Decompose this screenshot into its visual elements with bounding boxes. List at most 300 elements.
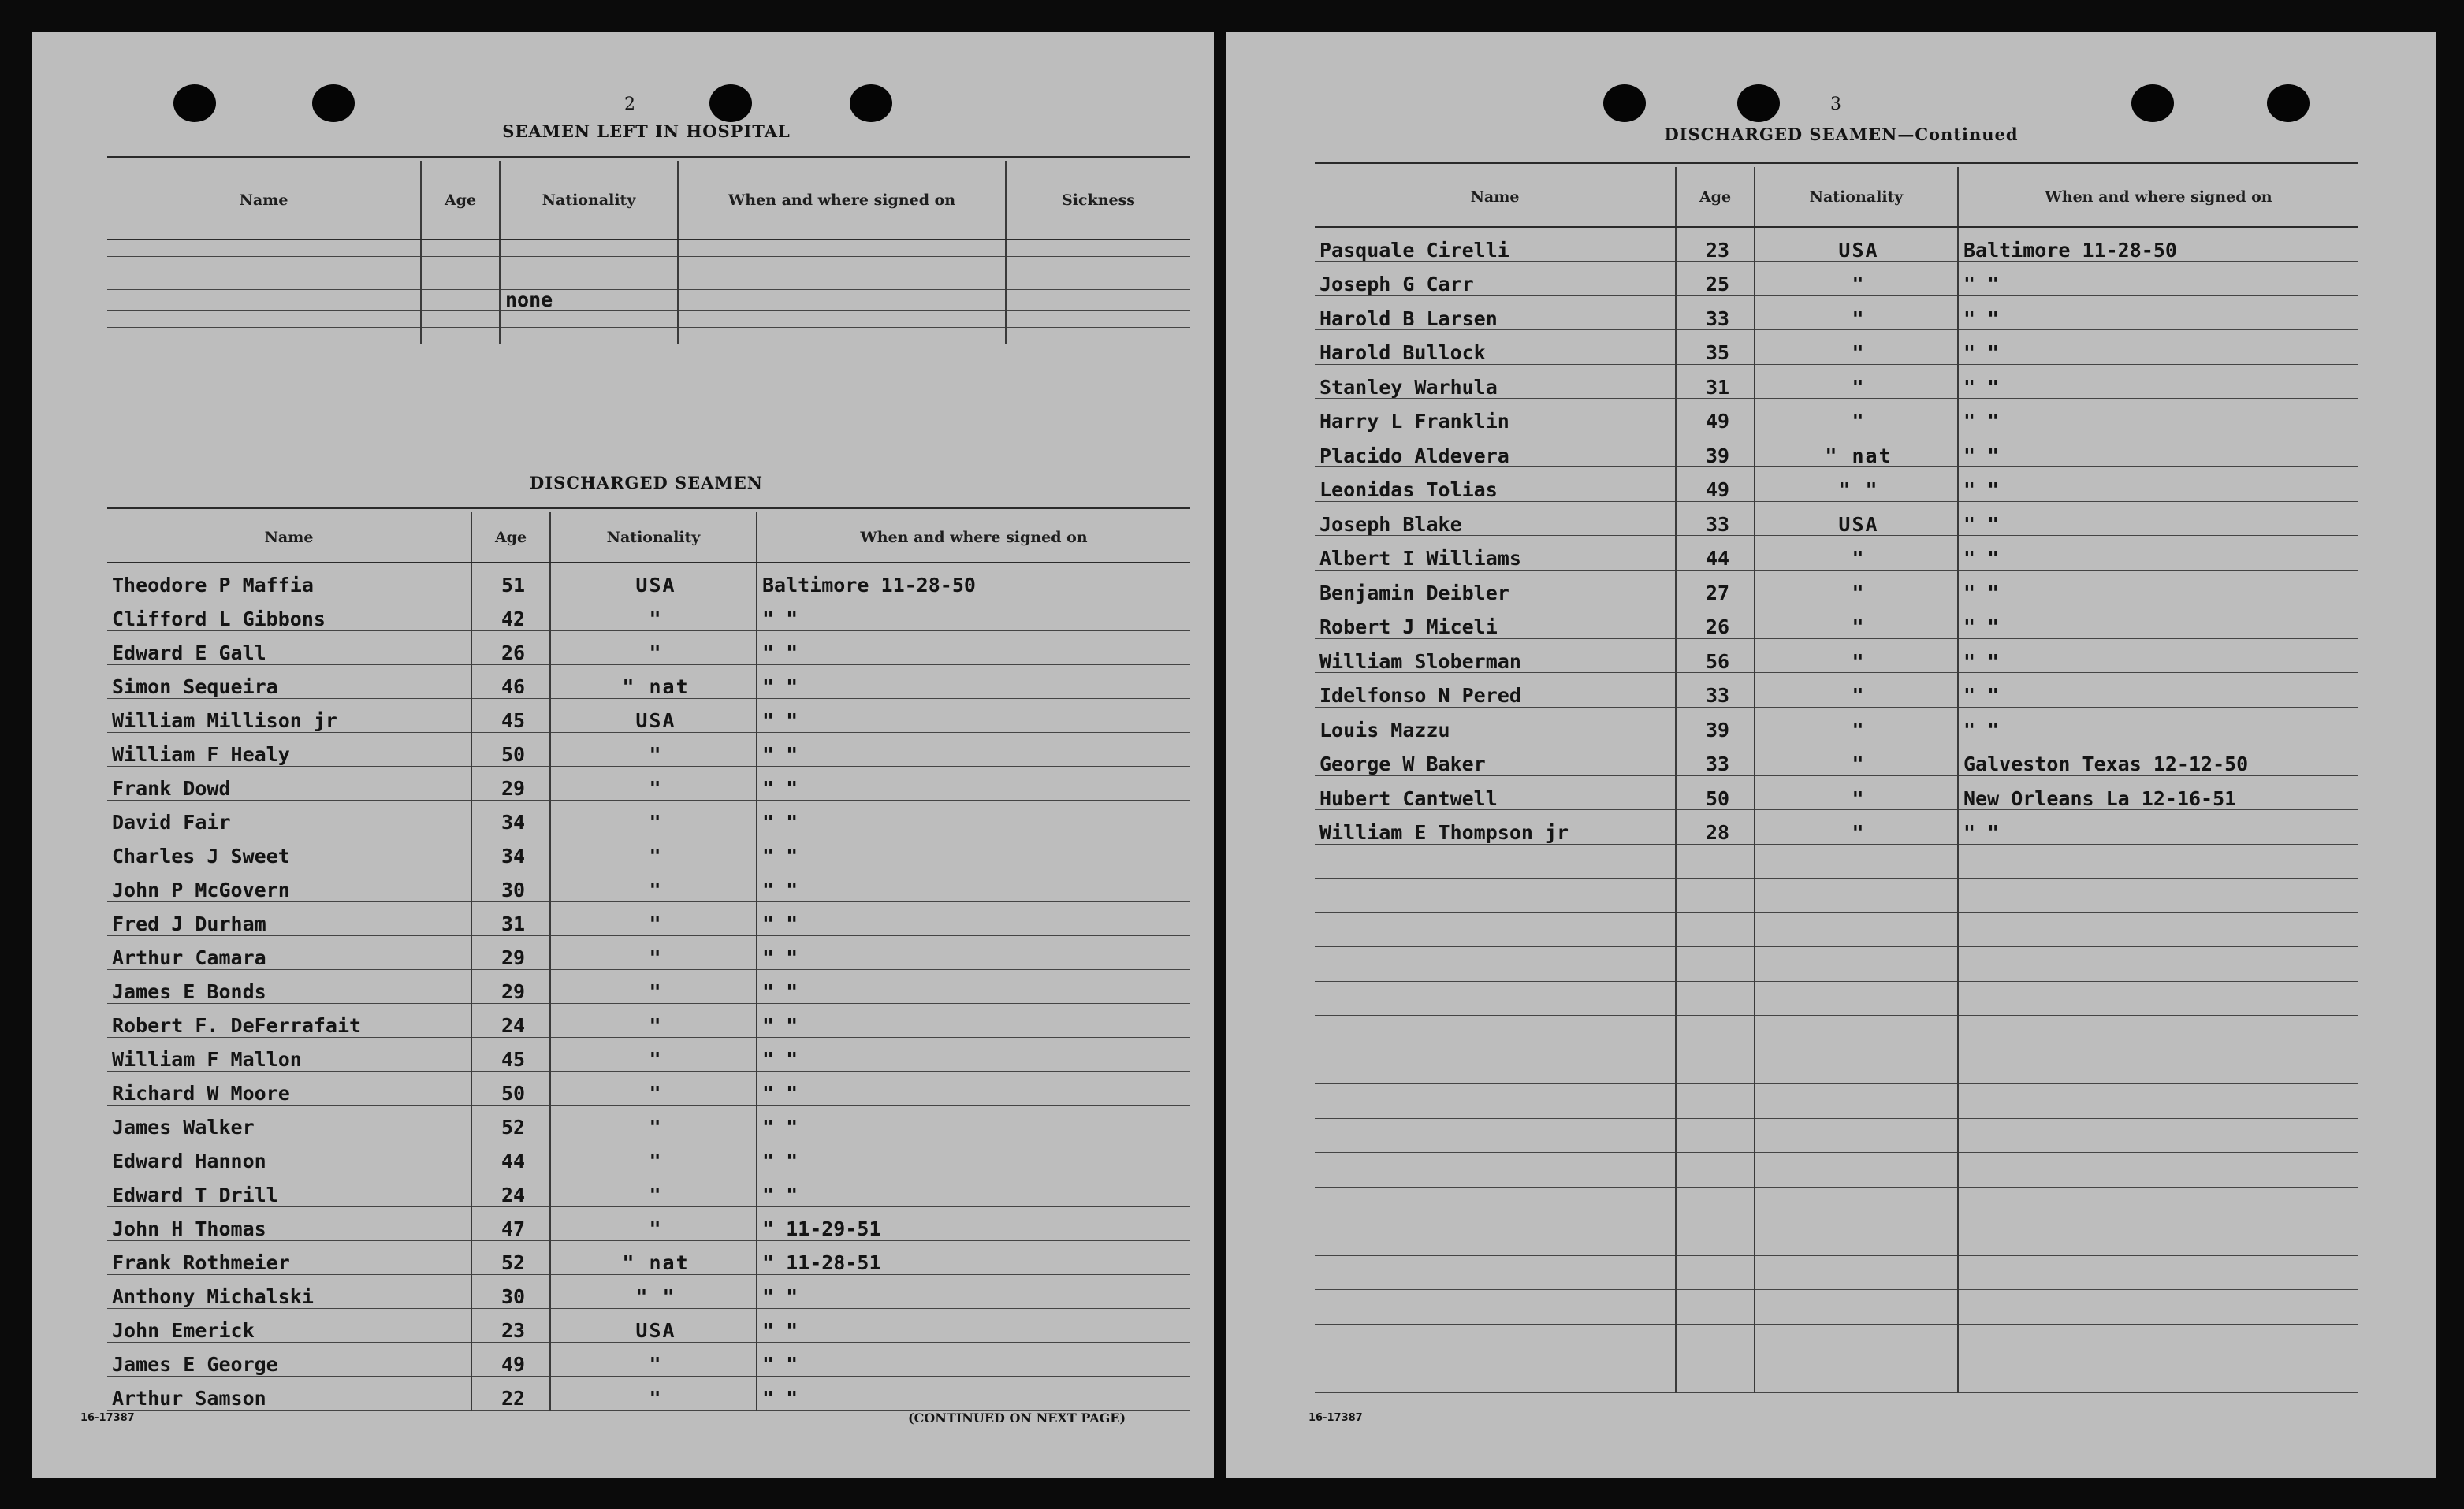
name-cell: Harry L Franklin xyxy=(1315,399,1676,433)
signed-on-cell: " " xyxy=(757,868,1190,901)
table-row xyxy=(1315,227,2358,262)
name-cell: Edward T Drill xyxy=(107,1173,471,1206)
name-cell xyxy=(1315,1050,1676,1084)
name-cell: Hubert Cantwell xyxy=(1315,775,1676,810)
nationality-cell xyxy=(1755,912,1958,947)
table-row xyxy=(107,834,1190,868)
nationality-cell: " xyxy=(550,766,757,800)
nationality-cell: " xyxy=(1755,330,1958,365)
name-cell xyxy=(1315,1324,1676,1358)
age-cell xyxy=(421,289,500,310)
nationality-cell: " xyxy=(1755,364,1958,399)
nationality-cell: " xyxy=(550,1139,757,1173)
table-row xyxy=(107,664,1190,698)
age-cell xyxy=(421,310,500,327)
signed-on-cell xyxy=(1958,1153,2358,1188)
age-cell: 24 xyxy=(471,1003,550,1037)
signed-on-cell: " " xyxy=(1958,330,2358,365)
age-cell: 50 xyxy=(1676,775,1755,810)
nationality-cell: " xyxy=(1755,673,1958,708)
discharged-continued-table xyxy=(1315,167,2358,1393)
nationality-cell: USA xyxy=(1755,227,1958,262)
signed-on-cell: " " xyxy=(1958,262,2358,296)
signed-on-cell: " " xyxy=(1958,604,2358,639)
signed-on-cell: " " xyxy=(757,800,1190,834)
nationality-cell xyxy=(1755,981,1958,1016)
nationality-cell: " xyxy=(550,935,757,969)
table-row xyxy=(107,698,1190,732)
signed-on-cell xyxy=(1958,1016,2358,1050)
signed-on-cell: " " xyxy=(757,664,1190,698)
table-row xyxy=(107,935,1190,969)
table-row xyxy=(107,1206,1190,1240)
age-cell: 50 xyxy=(471,1071,550,1105)
blank-row xyxy=(1315,1255,2358,1290)
age-cell: 35 xyxy=(1676,330,1755,365)
nationality-cell: " " xyxy=(1755,467,1958,502)
age-cell xyxy=(1676,1187,1755,1221)
signed-on-cell: " " xyxy=(1958,467,2358,502)
nationality-cell xyxy=(500,273,678,289)
sickness-cell xyxy=(1006,273,1190,289)
signed-on-cell: " " xyxy=(757,1037,1190,1071)
name-cell xyxy=(1315,981,1676,1016)
nationality-cell xyxy=(500,240,678,256)
blank-row xyxy=(1315,1221,2358,1256)
age-cell: 22 xyxy=(471,1376,550,1410)
name-cell: Stanley Warhula xyxy=(1315,364,1676,399)
table-row xyxy=(107,597,1190,630)
signed-on-cell xyxy=(1958,1358,2358,1393)
nationality-cell: USA xyxy=(550,698,757,732)
name-cell: John H Thomas xyxy=(107,1206,471,1240)
table-row xyxy=(107,1173,1190,1206)
name-cell xyxy=(1315,1153,1676,1188)
nationality-cell xyxy=(1755,879,1958,913)
table-row xyxy=(1315,810,2358,845)
signed-on-cell: " " xyxy=(757,732,1190,766)
table-row xyxy=(107,1105,1190,1139)
nationality-cell xyxy=(500,310,678,327)
signed-on-cell: " " xyxy=(757,597,1190,630)
name-cell: Theodore P Maffia xyxy=(107,563,471,597)
age-cell: 47 xyxy=(471,1206,550,1240)
signed-on-cell: Baltimore 11-28-50 xyxy=(1958,227,2358,262)
blank-row xyxy=(1315,1050,2358,1084)
name-cell: William F Mallon xyxy=(107,1037,471,1071)
col-header-signed-on: When and where signed on xyxy=(678,161,1006,240)
age-cell xyxy=(1676,1050,1755,1084)
discharged-section-title: DISCHARGED SEAMEN xyxy=(530,473,763,492)
age-cell: 33 xyxy=(1676,501,1755,536)
nationality-cell: " nat xyxy=(550,664,757,698)
age-cell xyxy=(1676,879,1755,913)
blank-row xyxy=(1315,1084,2358,1119)
signed-on-cell xyxy=(1958,1050,2358,1084)
table-row xyxy=(1315,536,2358,571)
age-cell xyxy=(1676,844,1755,879)
signed-on-cell: " " xyxy=(757,698,1190,732)
punch-hole xyxy=(1737,84,1780,122)
age-cell: 45 xyxy=(471,698,550,732)
signed-on-cell xyxy=(1958,1255,2358,1290)
hospital-section-title: SEAMEN LEFT IN HOSPITAL xyxy=(502,121,791,141)
discharged-header-row xyxy=(107,512,1190,563)
table-row xyxy=(107,969,1190,1003)
signed-on-cell xyxy=(1958,981,2358,1016)
nationality-cell: " xyxy=(550,1003,757,1037)
hospital-header-row xyxy=(107,161,1190,240)
age-cell: 33 xyxy=(1676,295,1755,330)
signed-on-cell: " " xyxy=(1958,536,2358,571)
hospital-row xyxy=(107,273,1190,289)
age-cell: 42 xyxy=(471,597,550,630)
name-cell: Frank Rothmeier xyxy=(107,1240,471,1274)
table-row xyxy=(107,800,1190,834)
age-cell xyxy=(1676,1255,1755,1290)
punch-hole xyxy=(2131,84,2174,122)
age-cell xyxy=(421,327,500,344)
nationality-cell: " xyxy=(1755,810,1958,845)
table-row xyxy=(1315,295,2358,330)
age-cell xyxy=(421,256,500,273)
nationality-cell: " xyxy=(550,1037,757,1071)
nationality-cell xyxy=(1755,1290,1958,1325)
signed-on-cell xyxy=(1958,1118,2358,1153)
table-row xyxy=(1315,262,2358,296)
age-cell: 33 xyxy=(1676,741,1755,776)
name-cell xyxy=(107,289,421,310)
table-row xyxy=(107,732,1190,766)
name-cell: Richard W Moore xyxy=(107,1071,471,1105)
signed-on-cell xyxy=(1958,879,2358,913)
name-cell: Edward E Gall xyxy=(107,630,471,664)
sickness-cell xyxy=(1006,289,1190,310)
name-cell: George W Baker xyxy=(1315,741,1676,776)
name-cell xyxy=(1315,947,1676,982)
nationality-cell: " xyxy=(550,800,757,834)
nationality-cell: " xyxy=(1755,604,1958,639)
punch-hole xyxy=(850,84,892,122)
table-row xyxy=(1315,501,2358,536)
name-cell: Louis Mazzu xyxy=(1315,707,1676,741)
form-code: 16-17387 xyxy=(1308,1412,1363,1424)
nationality-cell: " xyxy=(1755,775,1958,810)
age-cell xyxy=(1676,981,1755,1016)
age-cell: 23 xyxy=(471,1308,550,1342)
signed-on-cell: " 11-29-51 xyxy=(757,1206,1190,1240)
nationality-cell xyxy=(1755,1016,1958,1050)
nationality-cell: " xyxy=(550,1105,757,1139)
name-cell: Idelfonso N Pered xyxy=(1315,673,1676,708)
col-header-nationality: Nationality xyxy=(1755,167,1958,227)
nationality-cell xyxy=(1755,1084,1958,1119)
signed-on-cell: Baltimore 11-28-50 xyxy=(757,563,1190,597)
name-cell: Clifford L Gibbons xyxy=(107,597,471,630)
discharged-table xyxy=(107,512,1190,1411)
col-header-name: Name xyxy=(1315,167,1676,227)
blank-row xyxy=(1315,981,2358,1016)
table-row xyxy=(107,901,1190,935)
continued-note: (CONTINUED ON NEXT PAGE) xyxy=(908,1411,1126,1425)
age-cell xyxy=(1676,1290,1755,1325)
name-cell: Anthony Michalski xyxy=(107,1274,471,1308)
nationality-cell: USA xyxy=(550,563,757,597)
signed-on-cell xyxy=(678,310,1006,327)
age-cell: 26 xyxy=(471,630,550,664)
signed-on-cell: " " xyxy=(1958,364,2358,399)
nationality-cell: " xyxy=(550,1173,757,1206)
nationality-cell xyxy=(1755,1050,1958,1084)
sickness-cell xyxy=(1006,327,1190,344)
table-row xyxy=(1315,570,2358,604)
nationality-cell: " xyxy=(550,901,757,935)
blank-row xyxy=(1315,1016,2358,1050)
age-cell xyxy=(421,240,500,256)
name-cell: John P McGovern xyxy=(107,868,471,901)
age-cell: 29 xyxy=(471,935,550,969)
name-cell: James E George xyxy=(107,1342,471,1376)
sickness-cell xyxy=(1006,256,1190,273)
punch-hole xyxy=(1603,84,1646,122)
hospital-table xyxy=(107,161,1190,344)
col-header-age: Age xyxy=(421,161,500,240)
name-cell: Robert J Miceli xyxy=(1315,604,1676,639)
name-cell: Edward Hannon xyxy=(107,1139,471,1173)
name-cell xyxy=(1315,844,1676,879)
name-cell: Frank Dowd xyxy=(107,766,471,800)
age-cell xyxy=(421,273,500,289)
signed-on-cell: " " xyxy=(757,1274,1190,1308)
age-cell: 44 xyxy=(1676,536,1755,571)
page-number: 2 xyxy=(624,95,635,114)
top-rule xyxy=(1315,162,2358,164)
col-header-signed-on: When and where signed on xyxy=(1958,167,2358,227)
nationality-cell: " xyxy=(550,868,757,901)
age-cell: 34 xyxy=(471,800,550,834)
signed-on-cell: " " xyxy=(757,1071,1190,1105)
table-row xyxy=(107,1071,1190,1105)
hospital-row xyxy=(107,240,1190,256)
nationality-cell xyxy=(1755,1118,1958,1153)
age-cell: 34 xyxy=(471,834,550,868)
name-cell: William Millison jr xyxy=(107,698,471,732)
table-row xyxy=(1315,364,2358,399)
signed-on-cell: " " xyxy=(1958,638,2358,673)
nationality-cell xyxy=(1755,947,1958,982)
name-cell: Arthur Samson xyxy=(107,1376,471,1410)
sickness-cell xyxy=(1006,310,1190,327)
signed-on-cell xyxy=(1958,1221,2358,1256)
name-cell: William E Thompson jr xyxy=(1315,810,1676,845)
blank-row xyxy=(1315,912,2358,947)
table-row xyxy=(1315,775,2358,810)
col-header-nationality: Nationality xyxy=(550,512,757,563)
nationality-cell: " xyxy=(550,630,757,664)
age-cell xyxy=(1676,1221,1755,1256)
signed-on-cell: " " xyxy=(1958,399,2358,433)
signed-on-cell xyxy=(1958,1290,2358,1325)
name-cell: William F Healy xyxy=(107,732,471,766)
age-cell: 49 xyxy=(1676,399,1755,433)
nationality-cell: " xyxy=(550,732,757,766)
table-row xyxy=(1315,433,2358,467)
name-cell xyxy=(1315,1221,1676,1256)
age-cell: 52 xyxy=(471,1240,550,1274)
signed-on-cell: Galveston Texas 12-12-50 xyxy=(1958,741,2358,776)
signed-on-cell xyxy=(1958,844,2358,879)
name-cell: Albert I Williams xyxy=(1315,536,1676,571)
table-row xyxy=(1315,604,2358,639)
signed-on-cell xyxy=(1958,1324,2358,1358)
punch-hole xyxy=(709,84,752,122)
age-cell: 39 xyxy=(1676,433,1755,467)
punch-hole xyxy=(173,84,216,122)
name-cell: David Fair xyxy=(107,800,471,834)
nationality-cell: " xyxy=(550,1206,757,1240)
name-cell: Leonidas Tolias xyxy=(1315,467,1676,502)
signed-on-cell xyxy=(678,256,1006,273)
nationality-cell: " xyxy=(1755,536,1958,571)
signed-on-cell: " " xyxy=(757,969,1190,1003)
nationality-cell: " xyxy=(1755,295,1958,330)
name-cell: Harold Bullock xyxy=(1315,330,1676,365)
name-cell xyxy=(1315,1290,1676,1325)
age-cell: 50 xyxy=(471,732,550,766)
age-cell: 49 xyxy=(1676,467,1755,502)
nationality-cell: " xyxy=(550,834,757,868)
blank-row xyxy=(1315,1324,2358,1358)
signed-on-cell xyxy=(678,273,1006,289)
nationality-cell xyxy=(500,327,678,344)
blank-row xyxy=(1315,1187,2358,1221)
punch-hole xyxy=(312,84,355,122)
signed-on-cell: " " xyxy=(757,1105,1190,1139)
name-cell: William Sloberman xyxy=(1315,638,1676,673)
signed-on-cell: New Orleans La 12-16-51 xyxy=(1958,775,2358,810)
nationality-cell: " nat xyxy=(550,1240,757,1274)
age-cell: 44 xyxy=(471,1139,550,1173)
signed-on-cell: " " xyxy=(757,1308,1190,1342)
signed-on-cell: " " xyxy=(1958,673,2358,708)
nationality-cell xyxy=(500,256,678,273)
sickness-cell xyxy=(1006,240,1190,256)
age-cell: 30 xyxy=(471,868,550,901)
nationality-cell: none xyxy=(500,289,678,310)
name-cell: Pasquale Cirelli xyxy=(1315,227,1676,262)
blank-row xyxy=(1315,1358,2358,1393)
discharged-continued-title: DISCHARGED SEAMEN—Continued xyxy=(1664,125,2019,144)
col-header-name: Name xyxy=(107,512,471,563)
signed-on-cell: " " xyxy=(757,1342,1190,1376)
name-cell: Robert F. DeFerrafait xyxy=(107,1003,471,1037)
signed-on-cell: " " xyxy=(757,1003,1190,1037)
age-cell: 52 xyxy=(471,1105,550,1139)
name-cell xyxy=(1315,879,1676,913)
hospital-row xyxy=(107,327,1190,344)
age-cell: 23 xyxy=(1676,227,1755,262)
signed-on-cell: " " xyxy=(757,1139,1190,1173)
blank-row xyxy=(1315,1118,2358,1153)
nationality-cell: " xyxy=(550,969,757,1003)
nationality-cell xyxy=(1755,1187,1958,1221)
discharged-header-row xyxy=(1315,167,2358,227)
signed-on-cell: " " xyxy=(757,1173,1190,1206)
age-cell: 29 xyxy=(471,969,550,1003)
hospital-row xyxy=(107,256,1190,273)
name-cell: Placido Aldevera xyxy=(1315,433,1676,467)
age-cell: 30 xyxy=(471,1274,550,1308)
table-row xyxy=(1315,638,2358,673)
punch-hole xyxy=(2267,84,2310,122)
blank-row xyxy=(1315,879,2358,913)
nationality-cell: " xyxy=(1755,570,1958,604)
hospital-row xyxy=(107,289,1190,310)
age-cell: 39 xyxy=(1676,707,1755,741)
signed-on-cell: " " xyxy=(757,935,1190,969)
age-cell xyxy=(1676,1084,1755,1119)
table-row xyxy=(107,1037,1190,1071)
age-cell: 26 xyxy=(1676,604,1755,639)
nationality-cell: " xyxy=(1755,262,1958,296)
signed-on-cell: " 11-28-51 xyxy=(757,1240,1190,1274)
top-rule xyxy=(107,156,1190,158)
name-cell xyxy=(1315,1358,1676,1393)
name-cell: Fred J Durham xyxy=(107,901,471,935)
name-cell xyxy=(1315,1084,1676,1119)
signed-on-cell: " " xyxy=(757,1376,1190,1410)
nationality-cell xyxy=(1755,844,1958,879)
name-cell xyxy=(1315,1255,1676,1290)
nationality-cell: " xyxy=(550,1071,757,1105)
age-cell: 29 xyxy=(471,766,550,800)
age-cell xyxy=(1676,1016,1755,1050)
table-row xyxy=(107,1376,1190,1410)
table-row xyxy=(1315,399,2358,433)
age-cell: 25 xyxy=(1676,262,1755,296)
signed-on-cell: " " xyxy=(1958,707,2358,741)
nationality-cell: " xyxy=(550,1376,757,1410)
table-row xyxy=(1315,330,2358,365)
nationality-cell: USA xyxy=(550,1308,757,1342)
nationality-cell: " xyxy=(1755,707,1958,741)
age-cell: 31 xyxy=(1676,364,1755,399)
signed-on-cell xyxy=(678,327,1006,344)
nationality-cell: " " xyxy=(550,1274,757,1308)
nationality-cell xyxy=(1755,1255,1958,1290)
col-header-nationality: Nationality xyxy=(500,161,678,240)
age-cell xyxy=(1676,947,1755,982)
nationality-cell: " xyxy=(550,597,757,630)
nationality-cell xyxy=(1755,1221,1958,1256)
signed-on-cell: " " xyxy=(1958,810,2358,845)
nationality-cell: USA xyxy=(1755,501,1958,536)
nationality-cell xyxy=(1755,1153,1958,1188)
signed-on-cell: " " xyxy=(1958,501,2358,536)
signed-on-cell: " " xyxy=(757,766,1190,800)
name-cell: Joseph G Carr xyxy=(1315,262,1676,296)
age-cell xyxy=(1676,1358,1755,1393)
nationality-cell xyxy=(1755,1324,1958,1358)
age-cell xyxy=(1676,1324,1755,1358)
nationality-cell xyxy=(1755,1358,1958,1393)
signed-on-cell: " " xyxy=(757,901,1190,935)
table-row xyxy=(107,563,1190,597)
name-cell xyxy=(1315,1187,1676,1221)
form-code: 16-17387 xyxy=(80,1412,135,1424)
table-row xyxy=(107,1139,1190,1173)
left-page xyxy=(32,32,1214,1478)
